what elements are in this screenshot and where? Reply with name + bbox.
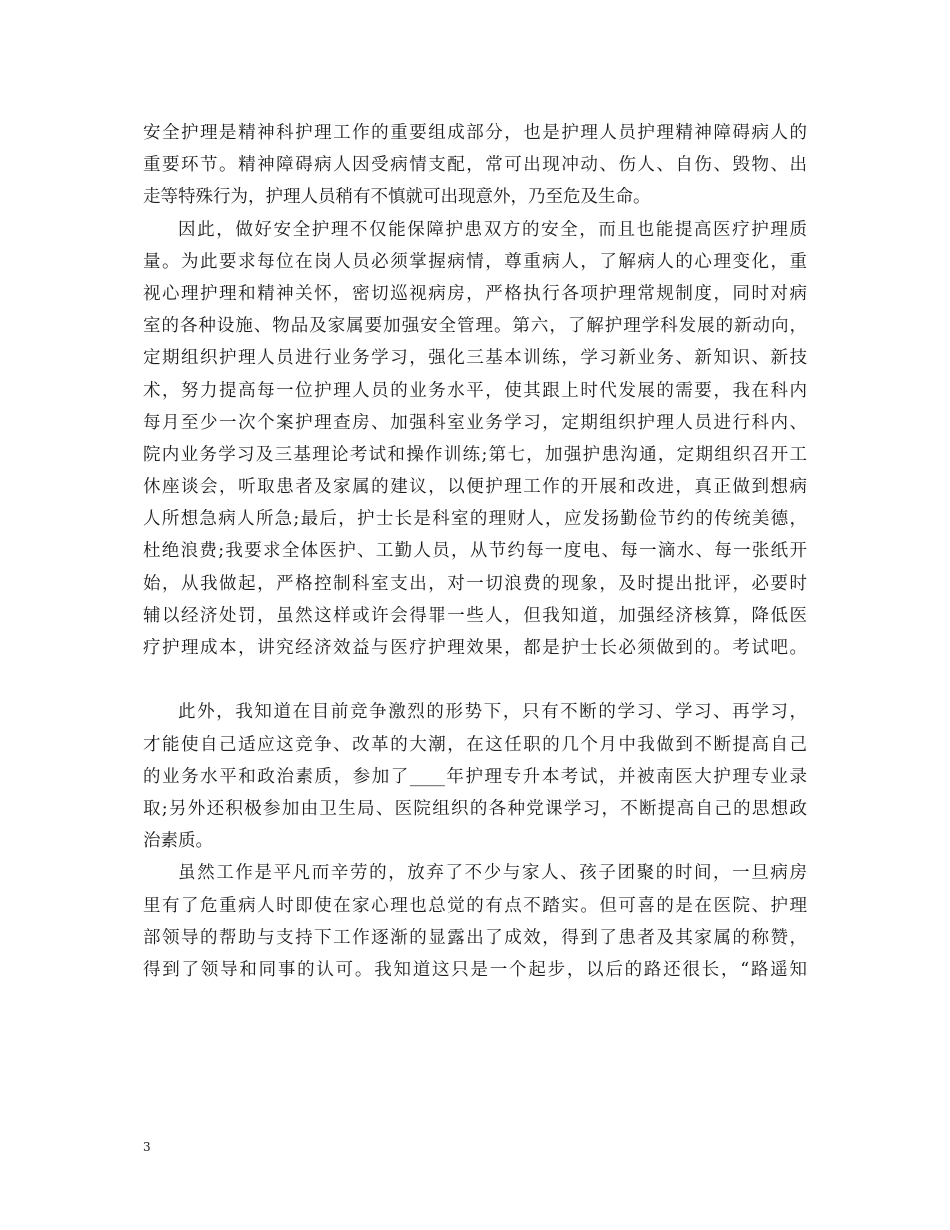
- paragraph-1: [143, 117, 807, 214]
- text-line: 始，从我做起，严格控制科室支出，对一切浪费的现象，及时提出批评，必要时: [143, 573, 807, 594]
- text-line: 的业务水平和政治素质，参加了____年护理专升本考试，并被南医大护理专业录: [143, 766, 807, 787]
- text-line: 才能使自己适应这竞争、改革的大潮，在这任职的几个月中我做到不断提高自己: [143, 734, 807, 755]
- text-line: 此外，我知道在目前竞争激烈的形势下，只有不断的学习、学习、再学习，: [178, 702, 807, 723]
- paragraph-4: [143, 857, 807, 986]
- text-line: 疗护理成本，讲究经济效益与医疗护理效果，都是护士长必须做到的。考试吧。: [143, 638, 807, 658]
- text-line: 院内业务学习及三基理论考试和操作训练;第七，加强护患沟通，定期组织召开工: [143, 444, 807, 465]
- text-line: 虽然工作是平凡而辛劳的，放弃了不少与家人、孩子团聚的时间，一旦病房: [178, 863, 807, 884]
- text-line: 休座谈会，听取患者及家属的建议，以便护理工作的开展和改进，真正做到想病: [143, 477, 807, 498]
- text-line: 重要环节。精神障碍病人因受病情支配，常可出现冲动、伤人、自伤、毁物、出: [143, 155, 807, 176]
- document-body: [143, 117, 807, 986]
- text-line: 部领导的帮助与支持下工作逐渐的显露出了成效，得到了患者及其家属的称赞，: [143, 927, 807, 948]
- text-line: 走等特殊行为，护理人员稍有不慎就可出现意外，乃至危及生命。: [143, 187, 651, 208]
- text-line: 视心理护理和精神关怀，密切巡视病房，严格执行各项护理常规制度，同时对病: [143, 283, 807, 304]
- text-line: 杜绝浪费;我要求全体医护、工勤人员，从节约每一度电、每一滴水、每一张纸开: [143, 541, 807, 562]
- text-line: 室的各种设施、物品及家属要加强安全管理。第六，了解护理学科发展的新动向，: [143, 316, 807, 337]
- text-line: 取;另外还积极参加由卫生局、医院组织的各种党课学习，不断提高自己的思想政: [143, 798, 807, 819]
- text-line: 定期组织护理人员进行业务学习，强化三基本训练，学习新业务、新知识、新技: [143, 348, 807, 369]
- text-line: 因此，做好安全护理不仅能保障护患双方的安全，而且也能提高医疗护理质: [178, 219, 807, 240]
- paragraph-2: [143, 214, 807, 697]
- text-line: [143, 664, 807, 696]
- text-line: 里有了危重病人时即使在家心理也总觉的有点不踏实。但可喜的是在医院、护理: [143, 895, 807, 916]
- text-line: 量。为此要求每位在岗人员必须掌握病情，尊重病人，了解病人的心理变化，重: [143, 251, 807, 272]
- text-line: 治素质。: [143, 831, 213, 852]
- text-line: 安全护理是精神科护理工作的重要组成部分，也是护理人员护理精神障碍病人的: [143, 123, 807, 143]
- paragraph-3: [143, 696, 807, 857]
- text-line: 术，努力提高每一位护理人员的业务水平，使其跟上时代发展的需要，我在科内: [143, 380, 807, 401]
- text-line: 每月至少一次个案护理查房、加强科室业务学习，定期组织护理人员进行科内、: [143, 412, 807, 433]
- text-line: 得到了领导和同事的认可。我知道这只是一个起步，以后的路还很长，“路遥知: [143, 959, 807, 980]
- text-line: 人所想急病人所急;最后，护士长是科室的理财人，应发扬勤俭节约的传统美德，: [143, 509, 807, 530]
- page-number: 3: [143, 1140, 151, 1154]
- text-line: 辅以经济处罚，虽然这样或许会得罪一些人，但我知道，加强经济核算，降低医: [143, 605, 807, 626]
